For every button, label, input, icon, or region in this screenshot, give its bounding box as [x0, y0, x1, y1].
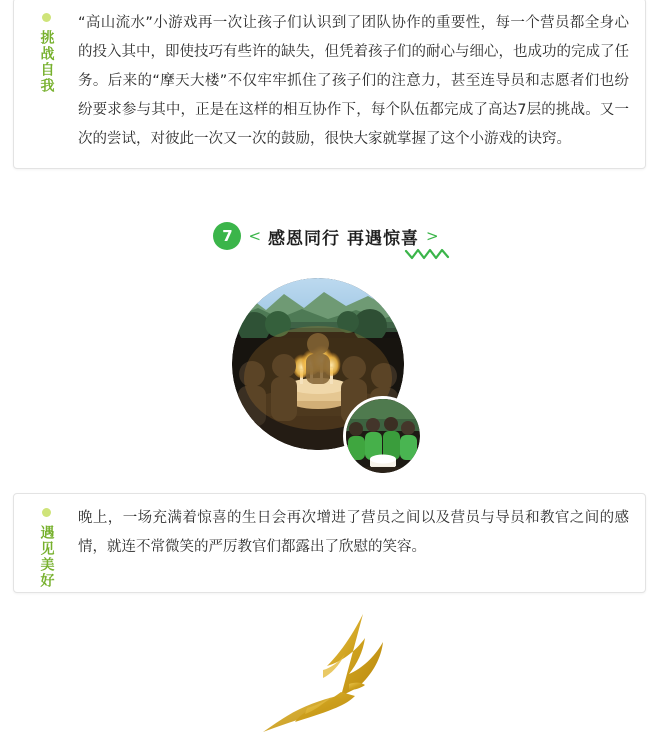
card-left-label-column [14, 0, 78, 168]
section-heading [0, 222, 659, 250]
section-label-beauty: 遇见美好 [38, 525, 55, 589]
section-paragraph-challenge: “高山流水”小游戏再一次让孩子们认识到了团队协作的重要性，每一个营员都全身心的投入其中，即使技巧有些许的缺失，但凭着孩子们的耐心与细心，也成功的完成了任务。后来的“摩天大楼”不仅牢牢抓住了孩子们的注意力，甚至连导员和志愿者们也纷纷要求参与其中，正是在这样的相互协作下，每个队伍都完成了高达7层的挑战。又一次的尝试，对彼此一次又一次的鼓励，很快大家就掌握了这个小游戏的诀窍。 [78, 15, 629, 147]
photo-secondary-group-circle [343, 396, 423, 476]
squiggle-underline-icon [404, 247, 452, 266]
bird-ornament-wrap [0, 612, 659, 732]
section-card-challenge [13, 0, 646, 169]
section-paragraph-beauty: 晚上，一场充满着惊喜的生日会再次增进了营员之间以及营员与导员和教官之间的感情，就连不常微笑的严厉教官们都露出了欣慰的笑容。 [78, 510, 629, 555]
bullet-dot-icon [42, 13, 51, 22]
photo-group [0, 278, 659, 478]
section-title: 感恩同行 再遇惊喜 [268, 228, 419, 249]
gold-bird-icon [245, 612, 415, 732]
bullet-dot-icon [42, 508, 51, 517]
right-bracket-icon: > [425, 227, 439, 245]
section-heading-inner [213, 222, 445, 250]
card-left-label-column-beauty [14, 494, 78, 592]
section-number-badge: 7 [213, 222, 241, 250]
section-card-beauty [13, 493, 646, 593]
section-label-challenge: 挑战自我 [38, 30, 55, 94]
left-bracket-icon: < [248, 227, 262, 245]
